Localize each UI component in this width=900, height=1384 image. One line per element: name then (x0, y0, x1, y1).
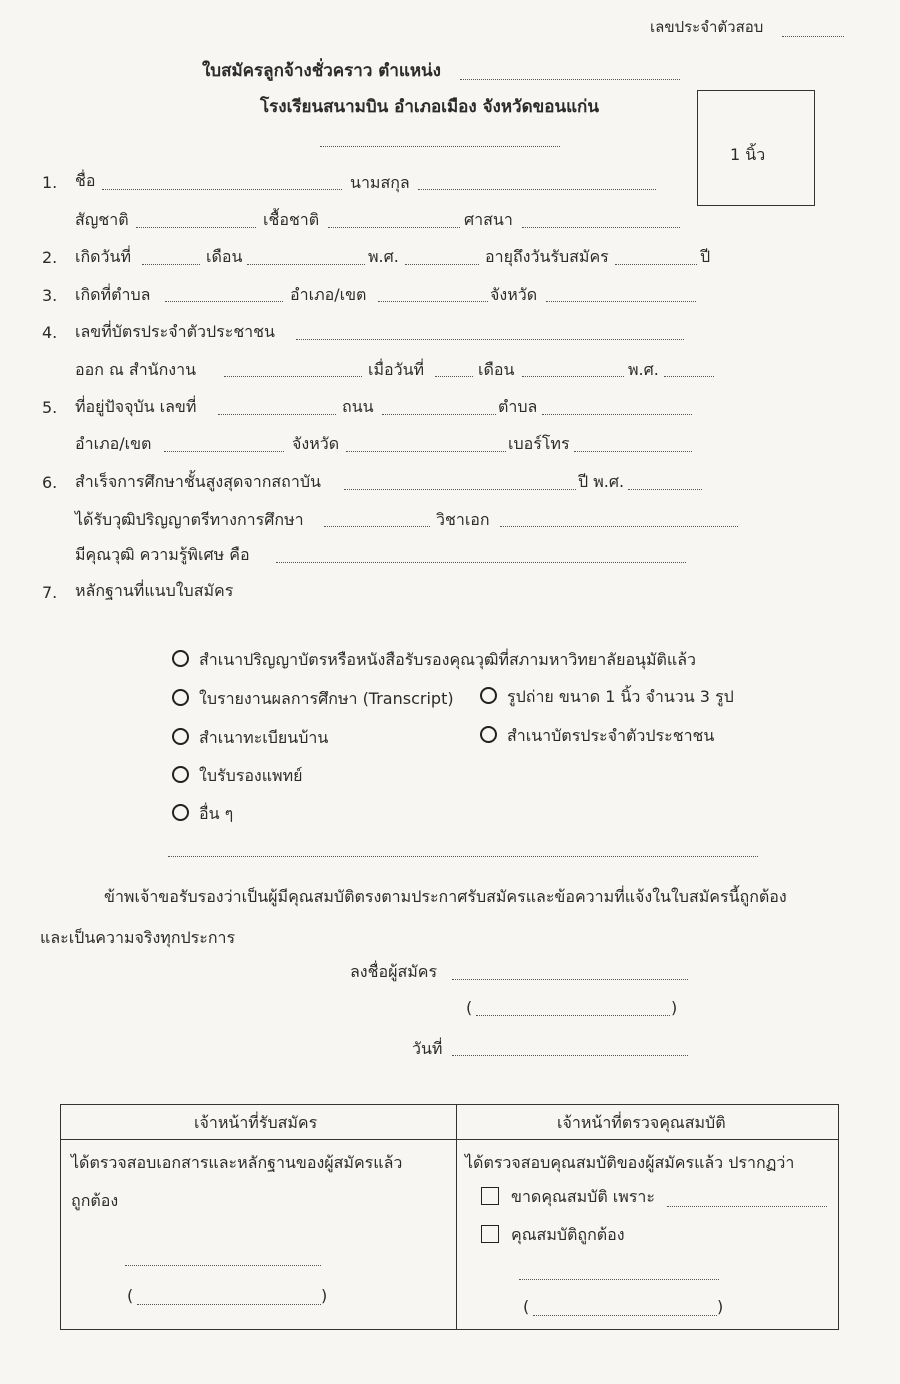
education-year-field[interactable] (628, 489, 702, 490)
address-district-field[interactable] (164, 451, 284, 452)
address-province-label: จังหวัด (292, 434, 340, 453)
doc-other-option[interactable] (172, 804, 233, 824)
item-6-number: 6. (42, 473, 58, 492)
attachments-label: หลักฐานที่แนบใบสมัคร (75, 581, 234, 600)
born-province-label: จังหวัด (490, 285, 538, 304)
doc-house-reg-option[interactable] (172, 728, 328, 748)
photo-size-label: 1 นิ้ว (730, 145, 766, 164)
doc-medical-label: ใบรับรองแพทย์ (199, 766, 303, 785)
item-2-number: 2. (42, 248, 58, 267)
age-year-label: ปี (700, 247, 711, 266)
item-3-number: 3. (42, 286, 58, 305)
issued-month-label: เดือน (478, 360, 515, 379)
other-detail-field[interactable] (168, 856, 758, 857)
subtitle-line (320, 146, 560, 147)
lacks-qualification-checkbox[interactable] (481, 1187, 499, 1205)
doc-transcript-option[interactable] (172, 689, 454, 709)
born-month-field[interactable] (247, 264, 365, 265)
born-month-label: เดือน (206, 247, 243, 266)
issued-be-label: พ.ศ. (628, 360, 659, 379)
checking-officer-close-paren: ) (717, 1297, 724, 1316)
checking-officer-sign-field[interactable] (519, 1279, 719, 1280)
checking-officer-text: ได้ตรวจสอบคุณสมบัติของผู้สมัครแล้ว ปรากฏว่า (465, 1153, 795, 1172)
doc-degree-label: สำเนาปริญญาบัตรหรือหนังสือรับรองคุณวุฒิที่สภามหาวิทยาลัยอนุมัติแล้ว (199, 650, 697, 669)
checking-officer-name-field[interactable] (533, 1315, 717, 1316)
declaration-line-2: และเป็นความจริงทุกประการ (40, 928, 236, 947)
receiving-officer-header: เจ้าหน้าที่รับสมัคร (194, 1113, 318, 1132)
surname-field[interactable] (418, 189, 656, 190)
applicant-sign-field[interactable] (452, 979, 688, 980)
issued-office-label: ออก ณ สำนักงาน (75, 360, 197, 379)
doc-id-card-option[interactable] (480, 726, 714, 746)
born-year-field[interactable] (405, 264, 479, 265)
age-field[interactable] (615, 264, 697, 265)
issued-date-label: เมื่อวันที่ (368, 360, 425, 379)
address-province-field[interactable] (346, 451, 506, 452)
doc-other-radio[interactable] (172, 804, 189, 821)
race-label: เชื้อชาติ (263, 210, 320, 229)
surname-label: นามสกุล (350, 173, 410, 192)
applicant-name-open-paren: ( (466, 998, 473, 1017)
item-4-number: 4. (42, 323, 58, 342)
special-skill-label: มีคุณวุฒิ ความรู้พิเศษ คือ (75, 545, 250, 564)
doc-photo-option[interactable] (480, 687, 734, 707)
address-district-label: อำเภอ/เขต (75, 434, 152, 453)
issued-month-field[interactable] (522, 376, 624, 377)
doc-id-card-radio[interactable] (480, 726, 497, 743)
born-district-label: อำเภอ/เขต (290, 285, 367, 304)
id-card-label: เลขที่บัตรประจำตัวประชาชน (75, 322, 275, 341)
receiving-officer-name-field[interactable] (137, 1304, 321, 1305)
issued-day-field[interactable] (435, 376, 473, 377)
form-subtitle: โรงเรียนสนามบิน อำเภอเมือง จังหวัดขอนแก่น (260, 97, 599, 117)
application-date-field[interactable] (452, 1055, 688, 1056)
born-day-label: เกิดวันที่ (75, 247, 132, 266)
born-province-field[interactable] (546, 301, 696, 302)
born-subdistrict-field[interactable] (165, 301, 283, 302)
degree-field[interactable] (324, 526, 430, 527)
applicant-name-close-paren: ) (671, 998, 678, 1017)
issued-year-field[interactable] (664, 376, 714, 377)
nationality-label: สัญชาติ (75, 210, 129, 229)
application-date-label: วันที่ (412, 1039, 443, 1058)
doc-photo-radio[interactable] (480, 687, 497, 704)
doc-degree-option[interactable] (172, 650, 696, 670)
address-subdistrict-label: ตำบล (498, 397, 538, 416)
doc-photo-label: รูปถ่าย ขนาด 1 นิ้ว จำนวน 3 รูป (507, 687, 734, 706)
form-title: ใบสมัครลูกจ้างชั่วคราว ตำแหน่ง (202, 61, 441, 81)
lacks-qualification-label: ขาดคุณสมบัติ เพราะ (511, 1187, 655, 1206)
born-district-field[interactable] (378, 301, 488, 302)
exam-number-line[interactable] (782, 36, 844, 37)
phone-label: เบอร์โทร (508, 434, 570, 453)
road-label: ถนน (342, 397, 374, 416)
road-field[interactable] (382, 414, 496, 415)
born-be-label: พ.ศ. (368, 247, 399, 266)
doc-medical-option[interactable] (172, 766, 303, 786)
officials-table (60, 1104, 839, 1330)
born-subdistrict-label: เกิดที่ตำบล (75, 285, 151, 304)
photo-box (697, 90, 815, 206)
address-label: ที่อยู่ปัจจุบัน เลขที่ (75, 397, 197, 416)
id-card-field[interactable] (296, 339, 684, 340)
born-day-field[interactable] (142, 264, 200, 265)
address-subdistrict-field[interactable] (542, 414, 692, 415)
age-label: อายุถึงวันรับสมัคร (485, 247, 609, 266)
education-be-label: ปี พ.ศ. (578, 472, 625, 491)
exam-number-label: เลขประจำตัวสอบ (650, 18, 764, 36)
degree-label: ได้รับวุฒิปริญญาตรีทางการศึกษา (75, 510, 304, 529)
doc-transcript-label: ใบรายงานผลการศึกษา (Transcript) (199, 689, 454, 708)
address-number-field[interactable] (218, 414, 336, 415)
doc-degree-radio[interactable] (172, 650, 189, 667)
receiving-officer-close-paren: ) (321, 1286, 328, 1305)
item-1-number: 1. (42, 173, 58, 192)
special-skill-field[interactable] (276, 562, 686, 563)
education-label: สำเร็จการศึกษาชั้นสูงสุดจากสถาบัน (75, 472, 321, 491)
item-5-number: 5. (42, 398, 58, 417)
name-label: ชื่อ (75, 171, 96, 190)
qualified-checkbox[interactable] (481, 1225, 499, 1243)
major-field[interactable] (500, 526, 738, 527)
major-label: วิชาเอก (436, 510, 490, 529)
doc-medical-radio[interactable] (172, 766, 189, 783)
applicant-name-field[interactable] (476, 1015, 670, 1016)
religion-label: ศาสนา (464, 210, 513, 229)
phone-field[interactable] (574, 451, 692, 452)
doc-other-label: อื่น ๆ (199, 804, 234, 823)
receiving-officer-text-1: ได้ตรวจสอบเอกสารและหลักฐานของผู้สมัครแล้ว (71, 1153, 403, 1172)
lacks-qualification-reason-field[interactable] (667, 1206, 827, 1207)
position-line[interactable] (460, 79, 680, 80)
race-field[interactable] (328, 227, 460, 228)
doc-id-card-label: สำเนาบัตรประจำตัวประชาชน (507, 726, 715, 745)
checking-officer-open-paren: ( (523, 1297, 530, 1316)
doc-house-reg-label: สำเนาทะเบียนบ้าน (199, 728, 329, 747)
qualified-option[interactable] (481, 1225, 625, 1245)
name-field[interactable] (102, 189, 342, 190)
item-7-number: 7. (42, 583, 58, 602)
checking-officer-header: เจ้าหน้าที่ตรวจคุณสมบัติ (557, 1113, 726, 1132)
receiving-officer-text-2: ถูกต้อง (71, 1191, 119, 1210)
issued-office-field[interactable] (224, 376, 362, 377)
lacks-qualification-option[interactable] (481, 1187, 655, 1207)
qualified-label: คุณสมบัติถูกต้อง (511, 1225, 625, 1244)
religion-field[interactable] (522, 227, 680, 228)
applicant-sign-label: ลงชื่อผู้สมัคร (350, 962, 438, 981)
receiving-officer-sign-field[interactable] (125, 1265, 321, 1266)
doc-house-reg-radio[interactable] (172, 728, 189, 745)
declaration-line-1: ข้าพเจ้าขอรับรองว่าเป็นผู้มีคุณสมบัติตรงตามประกาศรับสมัครและข้อความที่แจ้งในใบสมัครนี้ถูกต้อง (104, 887, 787, 906)
table-header-rule (61, 1139, 838, 1140)
nationality-field[interactable] (136, 227, 256, 228)
receiving-officer-open-paren: ( (127, 1286, 134, 1305)
doc-transcript-radio[interactable] (172, 689, 189, 706)
education-field[interactable] (344, 489, 576, 490)
